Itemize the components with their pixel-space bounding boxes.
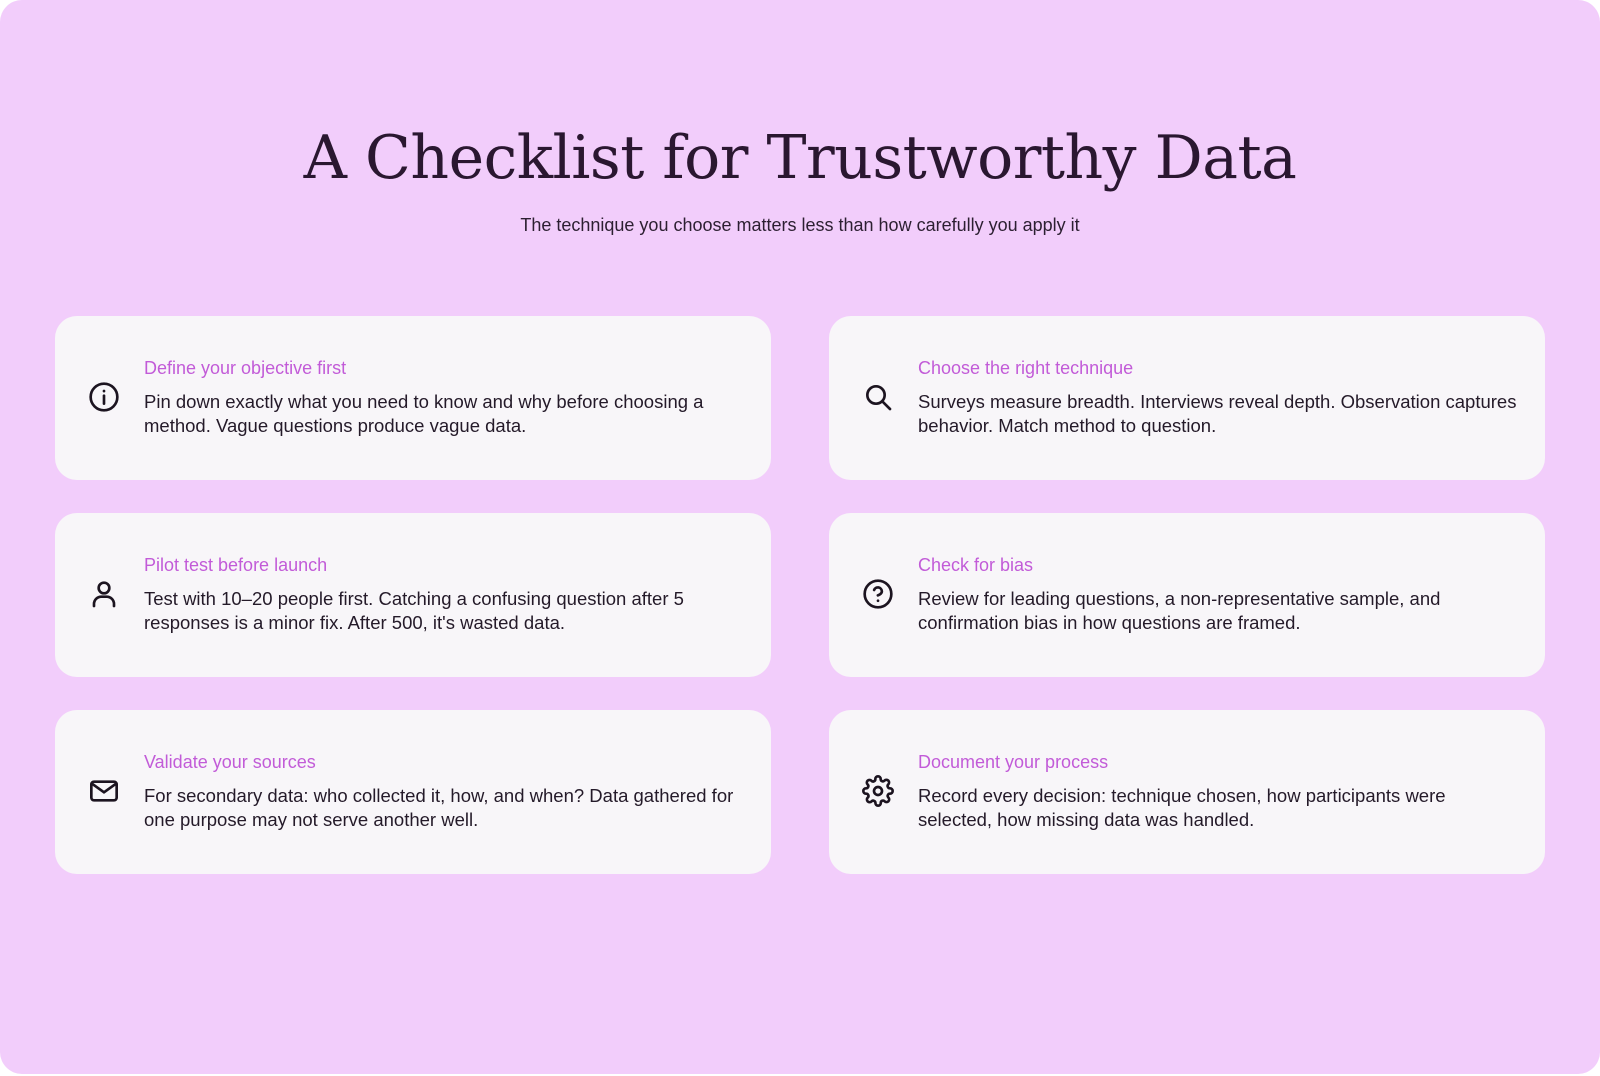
card-description: Test with 10–20 people first. Catching a confusing question after 5 responses is a minor fix. After 500, it's wasted data.	[144, 588, 684, 633]
gear-icon	[861, 774, 895, 808]
checklist-card-choose-technique	[829, 316, 1545, 480]
search-icon	[861, 380, 895, 414]
card-description: For secondary data: who collected it, how, and when? Data gathered for one purpose may not serve another well.	[144, 785, 734, 830]
card-title: Pilot test before launch	[144, 555, 328, 575]
mail-icon	[87, 774, 121, 808]
checklist-card-check-bias	[829, 513, 1545, 677]
checklist-card-define-objective	[55, 316, 771, 480]
card-title: Define your objective first	[144, 358, 347, 378]
card-description: Pin down exactly what you need to know and why before choosing a method. Vague questions produce vague data.	[144, 391, 704, 436]
checklist-card-validate-sources	[55, 710, 771, 874]
page-title: A Checklist for Trustworthy Data	[303, 123, 1297, 193]
user-icon	[87, 577, 121, 611]
question-circle-icon	[861, 577, 895, 611]
card-title: Choose the right technique	[918, 358, 1134, 378]
card-description: Surveys measure breadth. Interviews reveal depth. Observation captures behavior. Match method to question.	[918, 391, 1517, 436]
card-description: Record every decision: technique chosen, how participants were selected, how missing data was handled.	[918, 785, 1446, 830]
checklist-card-document-process	[829, 710, 1545, 874]
card-title: Validate your sources	[144, 752, 316, 772]
page-subtitle: The technique you choose matters less than how carefully you apply it	[520, 215, 1080, 235]
info-icon	[87, 380, 121, 414]
card-title: Check for bias	[918, 555, 1034, 575]
checklist-card-pilot-test	[55, 513, 771, 677]
card-title: Document your process	[918, 752, 1109, 772]
card-description: Review for leading questions, a non-representative sample, and confirmation bias in how questions are framed.	[918, 588, 1441, 633]
